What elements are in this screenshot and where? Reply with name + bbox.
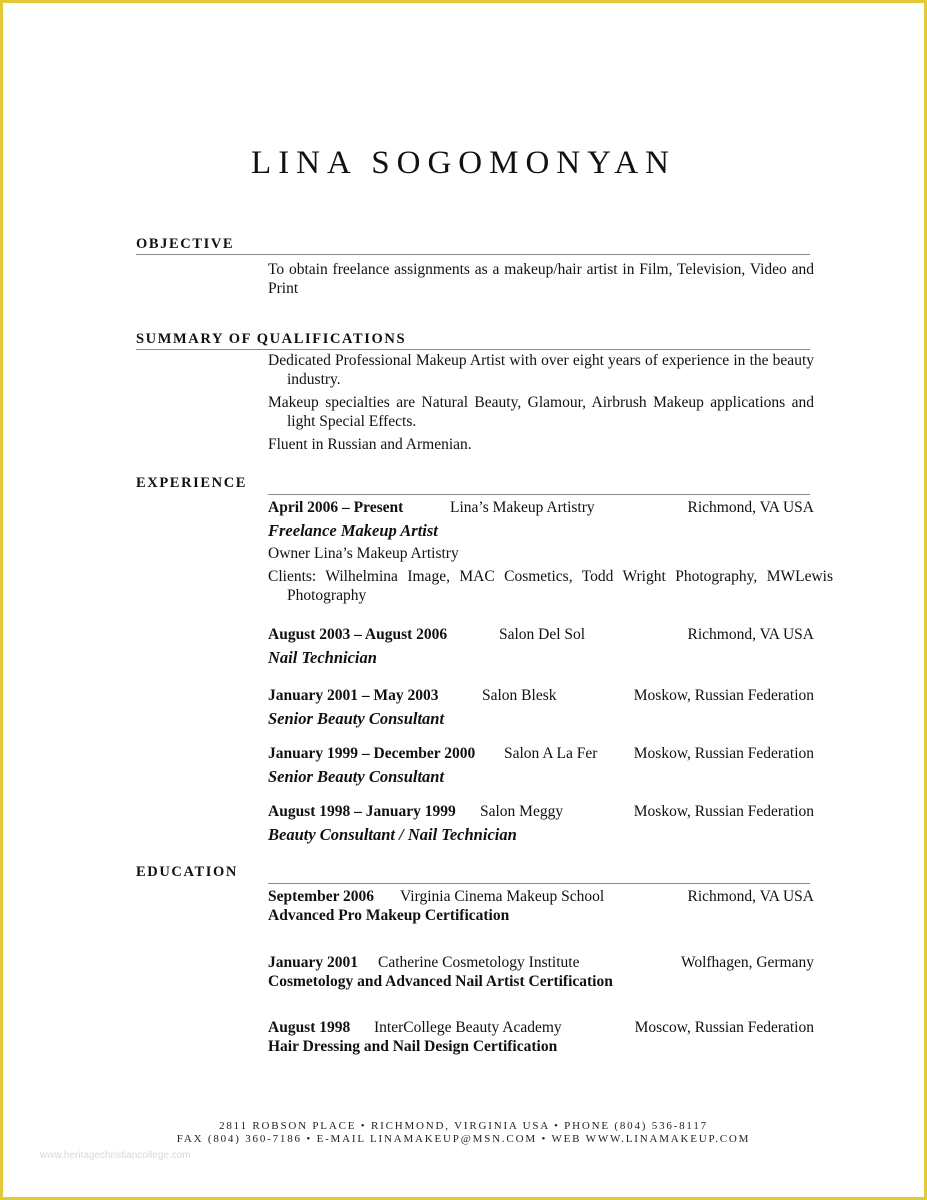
job-dates: January 1999 – December 2000: [268, 745, 476, 762]
job-row: [268, 686, 814, 706]
job-location: Richmond, VA USA: [687, 499, 814, 516]
education-school: Catherine Cosmetology Institute: [378, 954, 580, 971]
job-row: [268, 498, 814, 518]
education-location: Moscow, Russian Federation: [634, 1019, 814, 1036]
job-row: [268, 625, 814, 645]
objective-heading: OBJECTIVE: [136, 236, 235, 252]
objective-text-block: [268, 260, 814, 298]
job-org: Lina’s Makeup Artistry: [450, 499, 595, 516]
education-school: Virginia Cinema Makeup School: [400, 888, 605, 905]
job-location: Richmond, VA USA: [687, 626, 814, 643]
education-heading: EDUCATION: [136, 864, 238, 880]
job-location: Moskow, Russian Federation: [633, 745, 814, 762]
education-dates: January 2001: [268, 954, 358, 971]
education-certificate: Advanced Pro Makeup Certification: [268, 907, 510, 924]
experience-heading: EXPERIENCE: [136, 475, 248, 491]
education-location: Richmond, VA USA: [687, 888, 814, 905]
job-location: Moskow, Russian Federation: [633, 803, 814, 820]
education-location: Wolfhagen, Germany: [680, 954, 814, 971]
education-certificate: Hair Dressing and Nail Design Certification: [268, 1038, 558, 1055]
job-title: Senior Beauty Consultant: [268, 709, 445, 728]
education-row: [268, 1018, 814, 1038]
resume-name: LINA SOGOMONYAN: [251, 145, 676, 181]
job-org: Salon Blesk: [482, 687, 557, 704]
footer-address: 2811 ROBSON PLACE • RICHMOND, VIRGINIA USA • PHONE (804) 536-8117: [219, 1120, 708, 1132]
job-dates: April 2006 – Present: [268, 499, 404, 516]
job-org: Salon A La Fer: [504, 745, 598, 762]
job-title: Freelance Makeup Artist: [268, 521, 438, 540]
education-dates: August 1998: [268, 1019, 351, 1036]
summary-item: Fluent in Russian and Armenian.: [268, 436, 472, 453]
job-title: Beauty Consultant / Nail Technician: [268, 825, 517, 844]
job-detail: Owner Lina’s Makeup Artistry: [268, 545, 459, 562]
summary-heading: SUMMARY OF QUALIFICATIONS: [136, 331, 407, 347]
job-title: Nail Technician: [268, 648, 377, 667]
job-org: Salon Meggy: [480, 803, 564, 820]
education-row: [268, 953, 814, 973]
job-row: [268, 802, 814, 822]
job-location: Moskow, Russian Federation: [633, 687, 814, 704]
summary-item: Dedicated Professional Makeup Artist with over eight years of experience in the beauty industry.: [268, 352, 814, 388]
summary-rule: [136, 349, 810, 350]
job-title: Senior Beauty Consultant: [268, 767, 445, 786]
summary-list: [268, 351, 814, 454]
job-dates: January 2001 – May 2003: [268, 687, 439, 704]
experience-rule: [268, 494, 810, 495]
job-dates: August 2003 – August 2006: [268, 626, 448, 643]
footer-contact: FAX (804) 360-7186 • E-MAIL LINAMAKEUP@MSN.COM • WEB WWW.LINAMAKEUP.COM: [176, 1133, 751, 1145]
summary-item: Makeup specialties are Natural Beauty, Glamour, Airbrush Makeup applications and light Special Effects.: [268, 394, 814, 430]
education-rule: [268, 883, 810, 884]
education-dates: September 2006: [268, 888, 375, 905]
education-certificate: Cosmetology and Advanced Nail Artist Certification: [268, 973, 613, 990]
job-org: Salon Del Sol: [499, 626, 586, 643]
education-row: [268, 887, 814, 907]
objective-text: To obtain freelance assignments as a makeup/hair artist in Film, Television, Video and Print: [268, 261, 814, 297]
objective-rule: [136, 254, 810, 255]
job-dates: August 1998 – January 1999: [268, 803, 456, 820]
education-school: InterCollege Beauty Academy: [374, 1019, 562, 1036]
watermark: www.heritagechristiancollege.com: [40, 1150, 191, 1161]
job-row: [268, 744, 814, 764]
job-detail: Clients: Wilhelmina Image, MAC Cosmetics, Todd Wright Photography, MWLewis Photography: [268, 568, 833, 604]
